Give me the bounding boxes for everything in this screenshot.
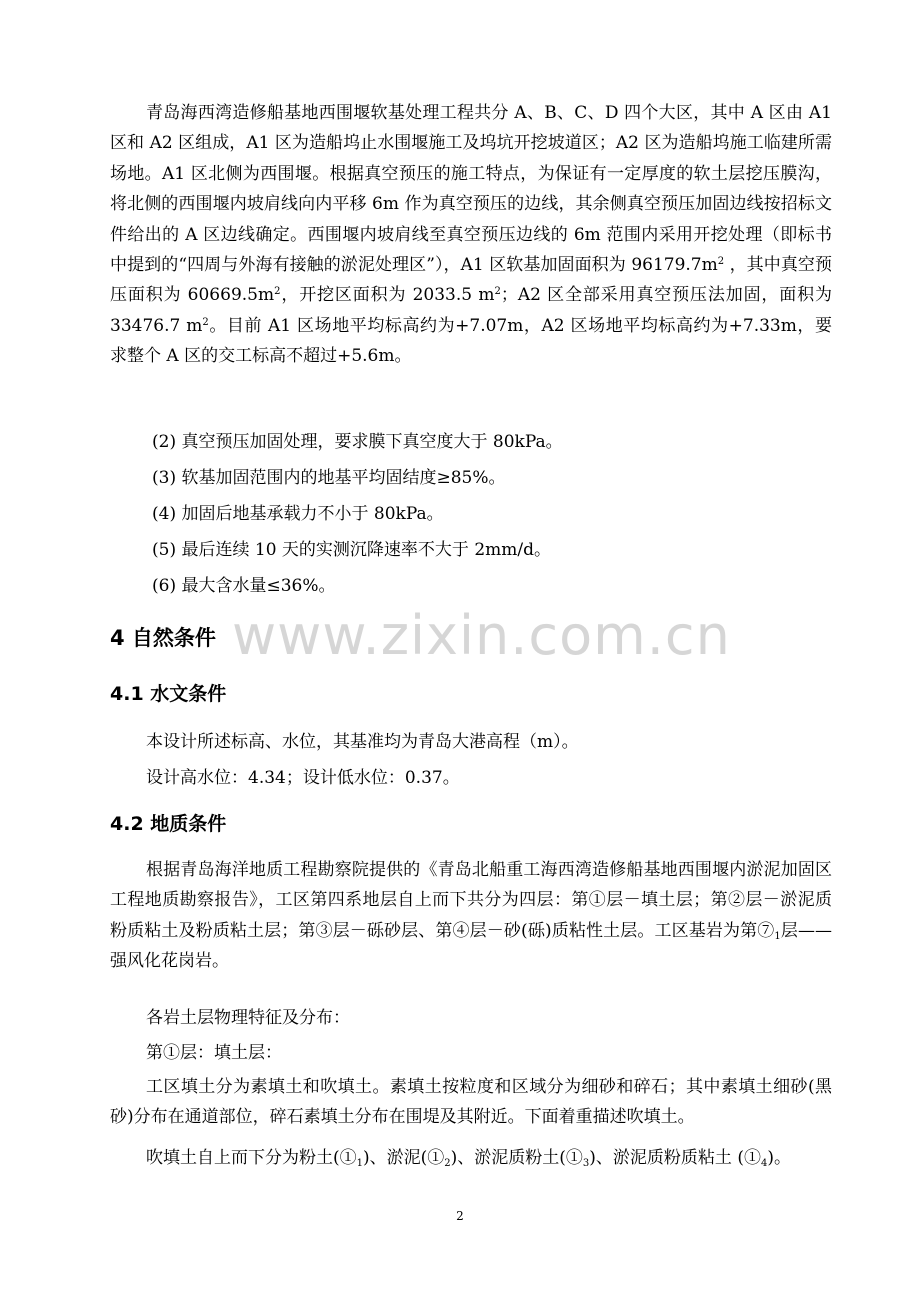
fill-text-b: )、淤泥(①	[363, 1148, 445, 1168]
subscript: 4	[760, 1158, 768, 1169]
hydrology-paragraph-1: 本设计所述标高、水位，其基准均为青岛大港高程（m）。	[146, 732, 579, 752]
requirement-item-6: (6) 最大含水量≤36%。	[152, 576, 336, 596]
intro-text-1: 青岛海西湾造修船基地西围堰软基处理工程共分 A、B、C、D 四个大区，其中 A 区由 A1 区和 A2 区组成，A1 区为造船坞止水围堰施工及坞坑开挖坡道区；A2 区为造船坞施工临建所需场地。A1 区北侧为西围堰。根据真空预压的施工特点，为保证有一定厚度的软土层挖压膜沟，将北侧的西围堰内坡肩线向内平移 6m 作为真空预压的边线，其余侧真空预压加固边线按招标文件给出的 A 区边线确定。西围堰内坡肩线至真空预压边线的 6m 范围内采用开挖处理（即标书中提到的“四周与外海有接触的淤泥处理区”），A1 区软基加固面积为 96179.7m	[110, 103, 832, 276]
geology-paragraph-2: 各岩土层物理特征及分布：	[146, 1008, 350, 1028]
superscript: 2	[494, 286, 501, 298]
page-number: 2	[456, 1209, 464, 1223]
watermark: www.zixin.com.cn	[232, 604, 731, 667]
intro-text-2: ，其中真空预压面积为 60669.5m	[110, 255, 833, 306]
geology-paragraph-1	[110, 855, 832, 977]
subsection-heading-geology: 4.2 地质条件	[110, 813, 227, 835]
geology-paragraph-5	[110, 1143, 832, 1173]
intro-text-4: ；A2 区全部采用真空预压法加固，面积为 33476.7 m	[110, 285, 833, 336]
superscript: 2	[717, 256, 725, 268]
subscript: 3	[582, 1158, 590, 1169]
subscript: 1	[774, 930, 781, 942]
fill-text-c: )、淤泥质粉土(①	[450, 1148, 583, 1168]
geology-paragraph-3: 第①层：填土层：	[146, 1043, 282, 1063]
fill-text-a: 吹填土自上而下分为粉土(①	[146, 1148, 357, 1168]
intro-text-5: 。目前 A1 区场地平均标高约为+7.07m，A2 区场地平均标高约为+7.33m，要求整个 A 区的交工标高不超过+5.6m。	[110, 315, 832, 367]
requirement-item-2: (2) 真空预压加固处理，要求膜下真空度大于 80kPa。	[152, 432, 563, 452]
geology-text-2: 层——强风化花岗岩。	[110, 920, 833, 972]
requirement-item-3: (3) 软基加固范围内的地基平均固结度≥85%。	[152, 468, 506, 488]
fill-text-d: )、淤泥质粉质粘土 (①	[589, 1148, 761, 1168]
subscript: 1	[356, 1158, 364, 1169]
subscript: 2	[444, 1158, 451, 1169]
section-heading-natural-conditions: 4 自然条件	[110, 626, 216, 650]
subsection-heading-hydrology: 4.1 水文条件	[110, 683, 227, 705]
superscript: 2	[202, 316, 209, 328]
intro-paragraph	[110, 98, 832, 372]
fill-text-e: )。	[767, 1148, 791, 1168]
intro-text-3: ，开挖区面积为 2033.5 m	[280, 285, 495, 306]
requirement-item-4: (4) 加固后地基承载力不小于 80kPa。	[152, 504, 444, 524]
hydrology-paragraph-2: 设计高水位：4.34；设计低水位：0.37。	[146, 768, 460, 788]
geology-text-1: 根据青岛海洋地质工程勘察院提供的《青岛北船重工海西湾造修船基地西围堰内淤泥加固区工程地质勘察报告》，工区第四系地层自上而下共分为四层：第①层－填土层；第②层－淤泥质粉质粘土及粉质粘土层；第③层－砾砂层、第④层－砂(砾)质粘性土层。工区基岩为第⑦	[110, 860, 832, 941]
geology-paragraph-4: 工区填土分为素填土和吹填土。素填土按粒度和区域分为细砂和碎石；其中素填土细砂(黑砂)分布在通道部位，碎石素填土分布在围堤及其附近。下面着重描述吹填土。	[110, 1077, 832, 1128]
superscript: 2	[274, 286, 281, 298]
requirement-item-5: (5) 最后连续 10 天的实测沉降速率不大于 2mm/d。	[152, 540, 551, 560]
